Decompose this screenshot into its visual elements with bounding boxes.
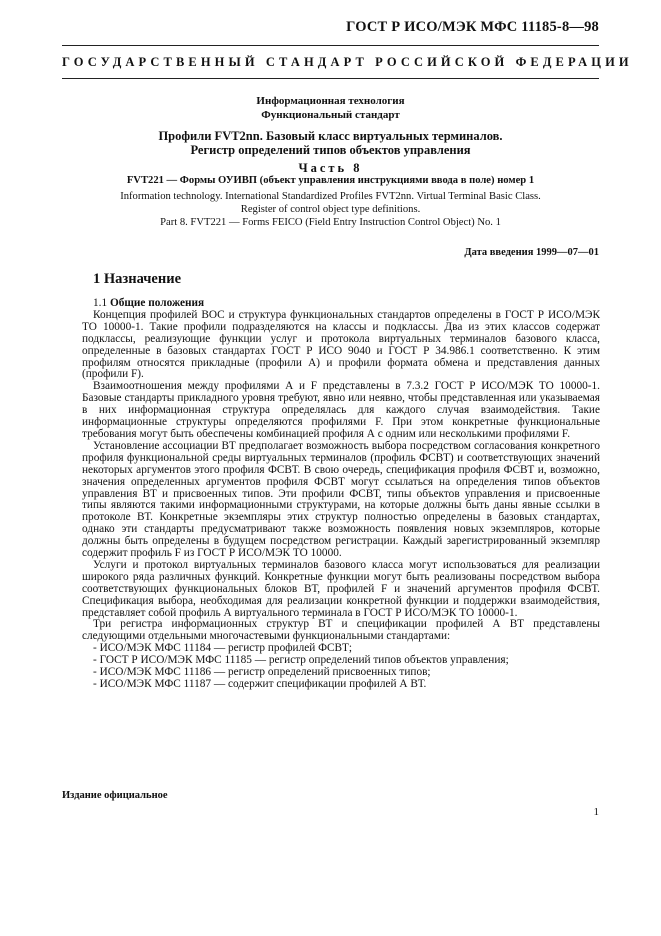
list-item: - ИСО/МЭК МФС 11186 — регистр определений присвоенных типов;	[93, 666, 431, 679]
official-edition-note: Издание официальное	[62, 790, 168, 801]
list-item: - ИСО/МЭК МФС 11184 — регистр профилей ФСВТ;	[93, 642, 352, 655]
section-body	[82, 298, 600, 691]
paragraph-1: Концепция профилей ВОС и структура функциональных стандартов определены в ГОСТ Р ИСО/МЭК ТО 10000-1. Такие профили подразделяются на классы и подклассы. Два из этих классов содержат подклассы, реализующие функции услуг и протокола виртуальных терминалов базового класса, определенные в базовых стандартах ГОСТ Р ИСО 9040 и ГОСТ Р 34.986.1 соответственно. К этим профилям относятся прикладные (профили А) и профили формата обмена и представления данных (профили F).	[82, 308, 600, 381]
paragraph-4: Услуги и протокол виртуальных терминалов базового класса могут использоваться для реализации широкого ряда различных функций. Конкретные функции могут быть реализованы посредством выбора соответствующих функциональных блоков ВТ, профилей F и значений аргументов профиля ФСВТ. Спецификация выбора, необходимая для реализации конкретной функции и поддержки взаимодействия, представляет собой профиль А виртуального терминала в ГОСТ Р ИСО/МЭК ТО 10000-1.	[82, 558, 600, 619]
subsection-number: 1.1	[93, 297, 108, 309]
english-title-line-2: Register of control object type definitions.	[240, 204, 421, 215]
list-item: - ГОСТ Р ИСО/МЭК МФС 11185 — регистр определений типов объектов управления;	[93, 654, 509, 667]
subtitle-ru: FVT221 — Формы ОУИВП (объект управления инструкциями ввода в поле) номер 1	[126, 175, 535, 186]
header-rule-bottom	[62, 78, 599, 79]
english-title-line-3: Part 8. FVT221 — Forms FEICO (Field Entry Instruction Control Object) No. 1	[160, 217, 501, 228]
page-number: 1	[593, 806, 599, 818]
header-rule-top	[62, 45, 599, 46]
main-title-line-1: Профили FVT2nn. Базовый класс виртуальных терминалов.	[158, 129, 503, 143]
document-code: ГОСТ Р ИСО/МЭК МФС 11185-8—98	[346, 19, 599, 35]
title-line-1: Информационная технология	[256, 95, 405, 107]
paragraph-3: Установление ассоциации ВТ предполагает возможность выбора посредством согласования конкретного профиля функциональной среды виртуальных терминалов (профиль ФСВТ) и соответствующих значений некоторых аргументов этого профиля ФСВТ. В свою очередь, спецификация профиля ФСВТ и, возможно, значения определенных аргументов профиля ФСВТ могут ссылаться на определения типов объектов управления ВТ и присвоенных типов. Эти профили ФСВТ, типы объектов управления и присвоенные типы являются такими информационными структурами, на которые должны быть даны явные ссылки в протоколе ВТ. Конкретные экземпляры этих структур полностью определены в базовых стандартах, однако эти стандарты предусматривают также возможность появления новых экземпляров, которые должны быть определены в будущем посредством регистрации. Каждый зарегистрированный экземпляр содержит профиль F из ГОСТ Р ИСО/МЭК ТО 10000.	[82, 439, 600, 560]
title-line-2: Функциональный стандарт	[261, 109, 400, 121]
list-item: - ИСО/МЭК МФС 11187 — содержит спецификации профилей А ВТ.	[93, 678, 427, 690]
standards-list	[82, 643, 600, 691]
main-title-line-2: Регистр определений типов объектов управления	[190, 143, 471, 157]
state-standard-title: ГОСУДАРСТВЕННЫЙ СТАНДАРТ РОССИЙСКОЙ ФЕДЕРАЦИИ	[62, 55, 633, 69]
paragraph-5: Три регистра информационных структур ВТ и спецификации профилей А ВТ представлены следующими отдельными многочастевыми функциональными стандартами:	[82, 618, 600, 643]
introduction-date: Дата введения 1999—07—01	[464, 247, 599, 258]
paragraph-2: Взаимоотношения между профилями А и F представлены в 7.3.2 ГОСТ Р ИСО/МЭК ТО 10000-1. Базовые стандарты прикладного уровня требуют, явно или неявно, чтобы представленная или указываемая в них информационная структура определялась для каждого случая взаимодействия. Такие информационные структуры определяются профилями F. При этом конкретные функциональные требования могут быть обеспечены комбинацией профиля А с одним или несколькими профилями F.	[82, 380, 600, 440]
part-label: Часть 8	[298, 161, 363, 175]
section-heading: 1 Назначение	[93, 271, 182, 287]
english-title-line-1: Information technology. International Standardized Profiles FVT2nn. Virtual Terminal Basic Class.	[120, 191, 541, 202]
subsection-title: Общие положения	[109, 297, 205, 309]
